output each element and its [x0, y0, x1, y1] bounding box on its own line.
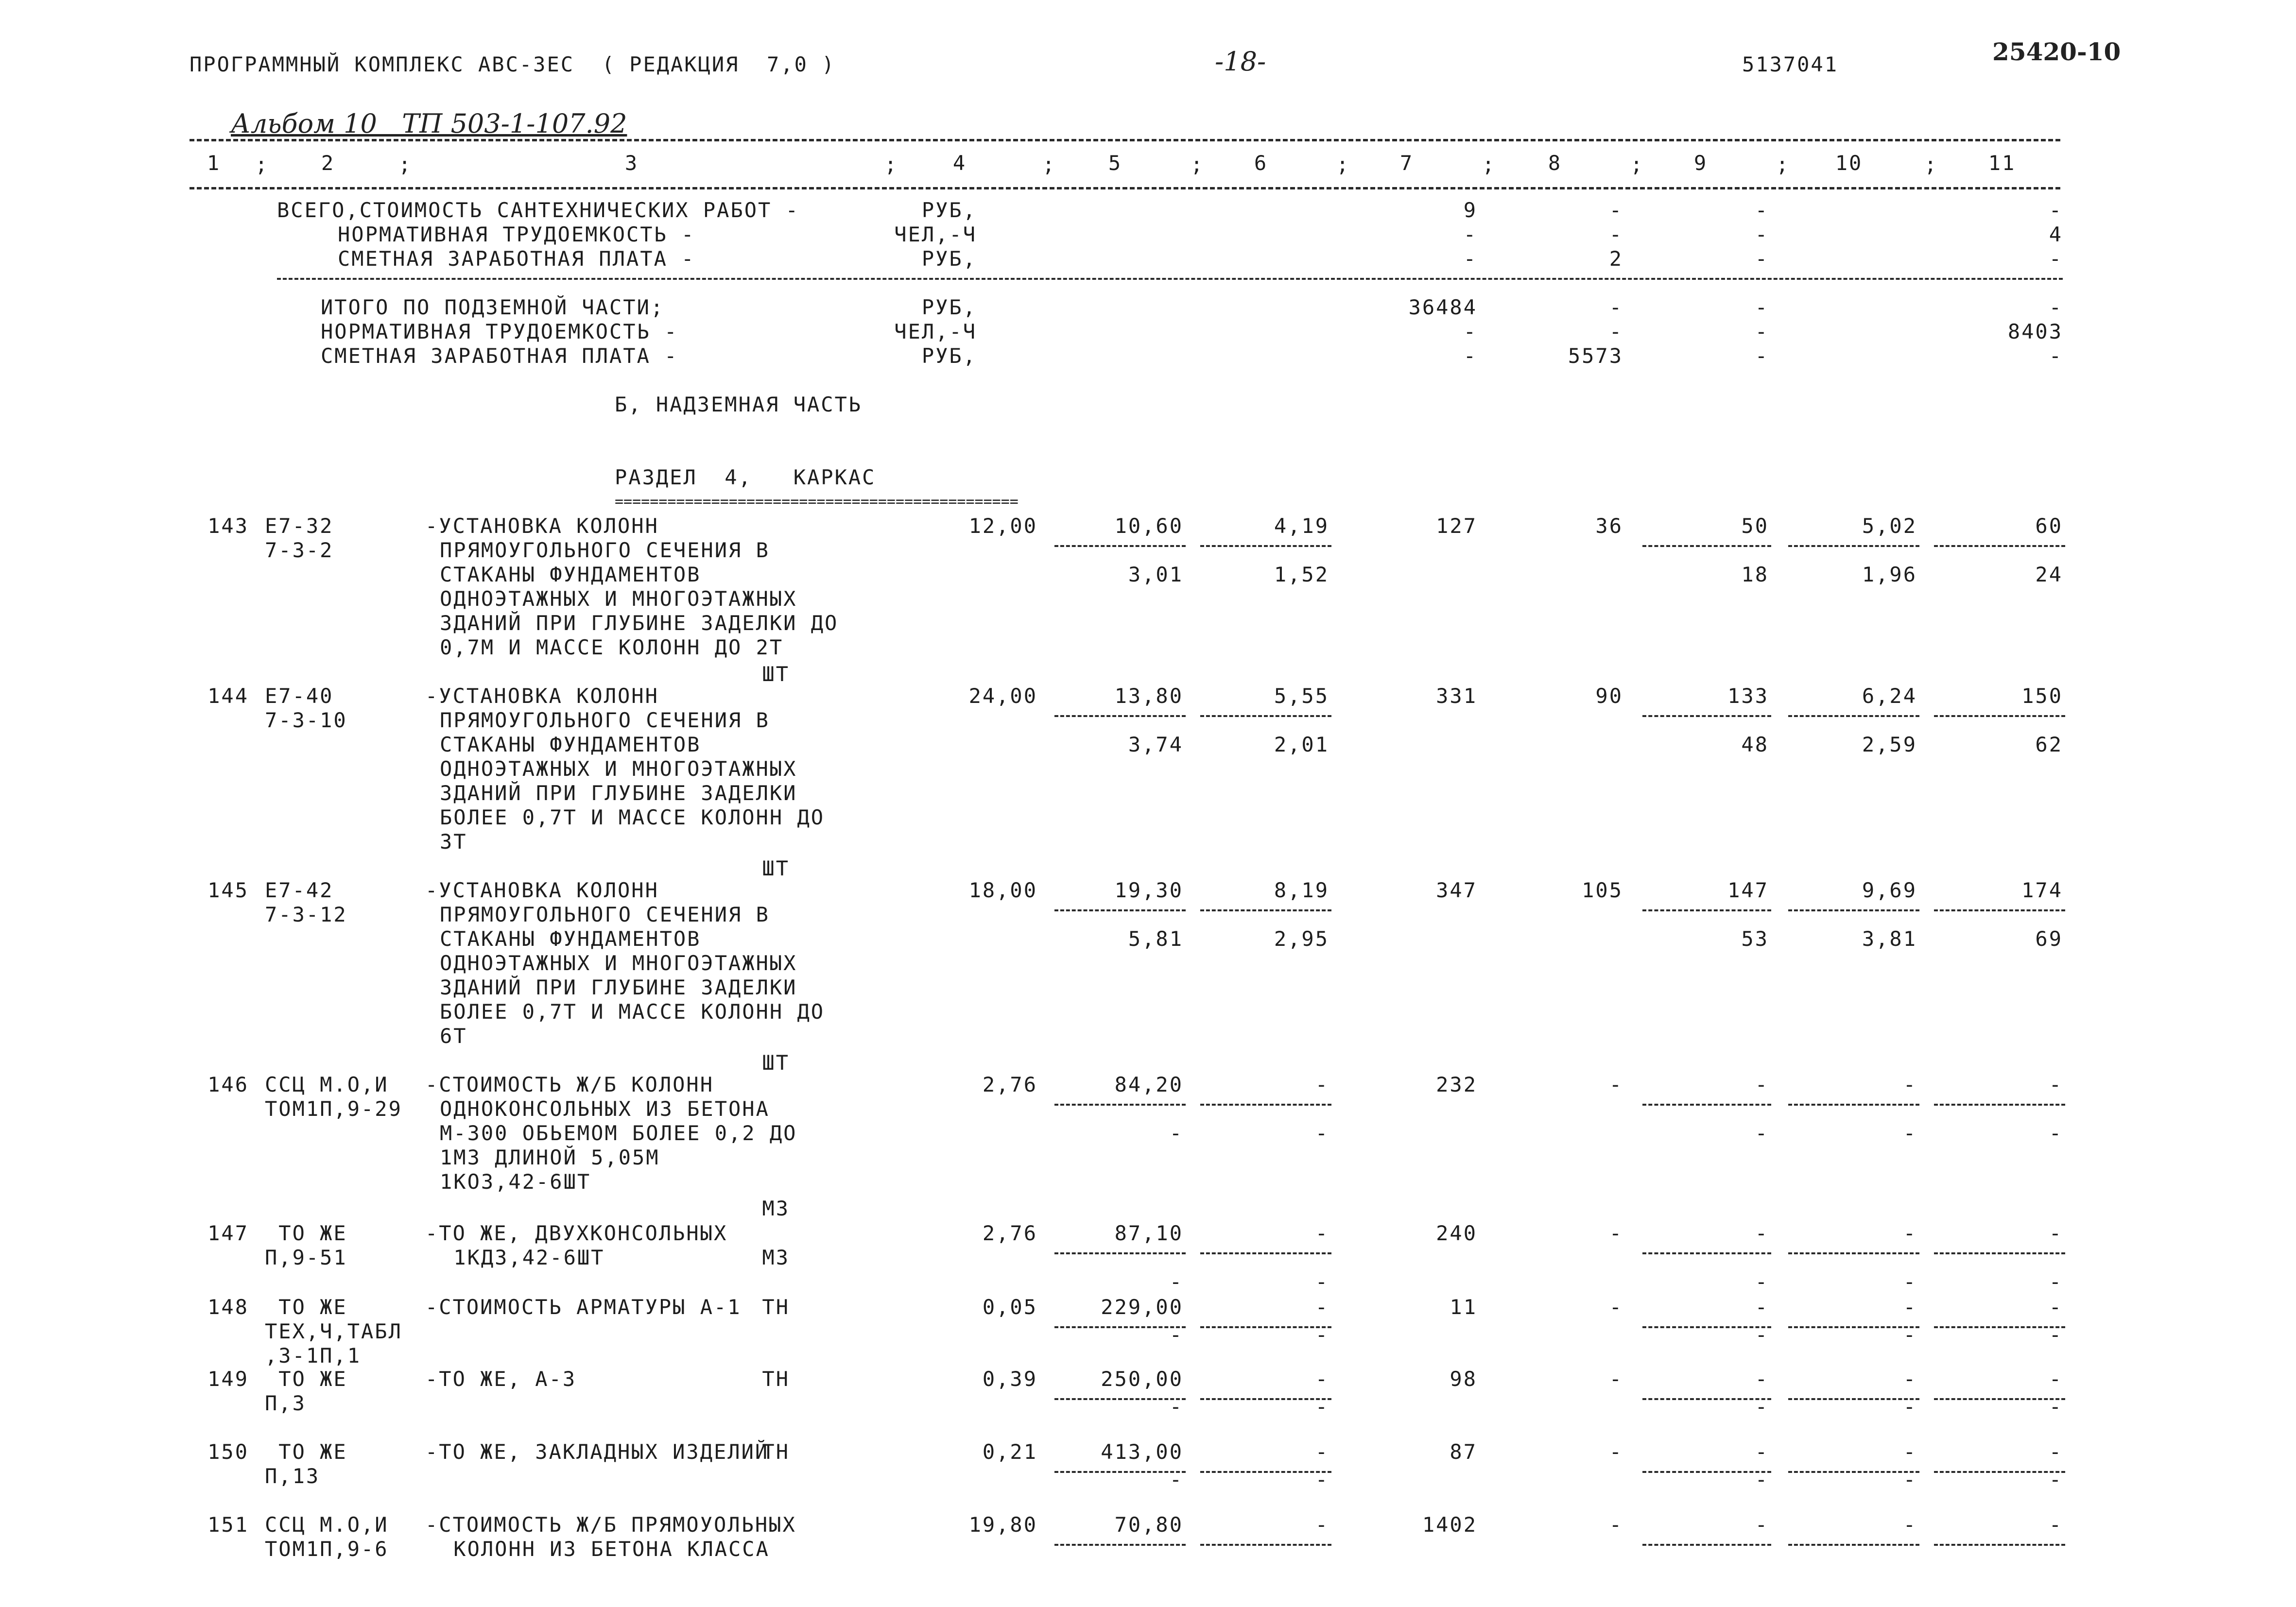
row-c5b: - [1169, 1323, 1183, 1347]
row-c4: 2,76 [982, 1221, 1037, 1245]
row-subline [1788, 1104, 1919, 1106]
row-unit: ТН [762, 1440, 790, 1464]
row-c8: 105 [1582, 878, 1623, 902]
row-description: БОЛЕЕ 0,7Т И МАССЕ КОЛОНН ДО [440, 1000, 825, 1024]
row-subline [1788, 1544, 1919, 1546]
row-c11: 174 [2021, 878, 2063, 902]
summary-c9: - [1755, 222, 1769, 246]
row-c10: - [1903, 1221, 1917, 1245]
row-code: ССЦ М.О,И [265, 1513, 389, 1537]
row-description: КОЛОНН ИЗ БЕТОНА КЛАССА [440, 1537, 770, 1561]
summary-c9: - [1755, 198, 1769, 222]
row-c8: - [1609, 1073, 1623, 1096]
column-separator: ; [1336, 153, 1350, 176]
row-code: ТЕХ,Ч,ТАБЛ [265, 1319, 402, 1343]
row-description: ПРЯМОУГОЛЬНОГО СЕЧЕНИЯ В [440, 903, 770, 926]
row-c5b: 3,74 [1128, 733, 1183, 756]
row-c5: 19,30 [1114, 878, 1183, 902]
row-c10b: 3,81 [1862, 927, 1917, 951]
row-c8: 36 [1595, 514, 1623, 538]
row-c5: 70,80 [1114, 1513, 1183, 1537]
row-c9b: - [1755, 1121, 1769, 1145]
row-c9: - [1755, 1221, 1769, 1245]
row-c11b: 69 [2035, 927, 2063, 951]
row-c11: - [2049, 1440, 2063, 1464]
row-subline [1054, 715, 1186, 717]
row-c11b: - [2049, 1395, 2063, 1419]
column-separator: ; [255, 153, 269, 176]
row-subline [1934, 909, 2065, 911]
row-subline [1642, 1544, 1771, 1546]
row-subline [1054, 1104, 1186, 1106]
row-subline [1934, 1326, 2065, 1328]
row-c9b: - [1755, 1323, 1769, 1347]
row-c8: - [1609, 1295, 1623, 1319]
summary-c7: - [1463, 320, 1477, 343]
row-code: ССЦ М.О,И [265, 1073, 389, 1096]
row-subline [1054, 1326, 1186, 1328]
page-number: -18- [1215, 46, 1266, 77]
row-c9: - [1755, 1367, 1769, 1391]
column-separator: ; [1042, 153, 1056, 176]
row-c7: 347 [1436, 878, 1477, 902]
row-c4: 0,21 [982, 1440, 1037, 1464]
row-c11b: - [2049, 1121, 2063, 1145]
row-description: ЗДАНИЙ ПРИ ГЛУБИНЕ ЗАДЕЛКИ [440, 781, 797, 805]
row-c5b: - [1169, 1121, 1183, 1145]
row-description: -ТО ЖЕ, ЗАКЛАДНЫХ ИЗДЕЛИЙ [425, 1440, 769, 1464]
row-c11: - [2049, 1367, 2063, 1391]
summary-c8: - [1609, 320, 1623, 343]
summary-c8: 5573 [1568, 344, 1623, 368]
row-c5: 250,00 [1101, 1367, 1183, 1391]
summary-c9: - [1755, 344, 1769, 368]
row-c4: 19,80 [968, 1513, 1037, 1537]
column-header-11: 11 [1988, 151, 2016, 175]
row-c10: 9,69 [1862, 878, 1917, 902]
row-description: СТАКАНЫ ФУНДАМЕНТОВ [440, 927, 701, 951]
row-c7: 11 [1450, 1295, 1477, 1319]
row-c6b: 2,95 [1274, 927, 1329, 951]
row-code: ,3-1П,1 [265, 1344, 362, 1368]
row-c11b: - [2049, 1323, 2063, 1347]
row-subline [1054, 1471, 1186, 1473]
row-description: -ТО ЖЕ, А-3 [425, 1367, 577, 1391]
summary-label: НОРМАТИВНАЯ ТРУДОЕМКОСТЬ - [321, 320, 678, 343]
row-c8: - [1609, 1440, 1623, 1464]
row-c4: 24,00 [968, 684, 1037, 708]
row-description: ЗДАНИЙ ПРИ ГЛУБИНЕ ЗАДЕЛКИ ДО [440, 611, 839, 635]
summary-c7: - [1463, 222, 1477, 246]
summary-c7: 36484 [1408, 295, 1477, 319]
row-c10b: 1,96 [1862, 563, 1917, 586]
row-number: 147 [207, 1221, 249, 1245]
row-subline [1054, 909, 1186, 911]
row-c6: 5,55 [1274, 684, 1329, 708]
row-subline [1642, 1252, 1771, 1254]
row-number: 150 [207, 1440, 249, 1464]
row-c10b: - [1903, 1270, 1917, 1294]
row-c7: 127 [1436, 514, 1477, 538]
summary-label: ИТОГО ПО ПОДЗЕМНОЙ ЧАСТИ; [321, 295, 665, 319]
summary-rule [277, 278, 2063, 280]
summary-c8: - [1609, 222, 1623, 246]
row-subline [1642, 1104, 1771, 1106]
column-header-2: 2 [321, 151, 335, 175]
row-c5: 84,20 [1114, 1073, 1183, 1096]
row-description: -УСТАНОВКА КОЛОНН [425, 878, 659, 902]
summary-c7: - [1463, 247, 1477, 271]
row-code: Е7-42 [265, 878, 334, 902]
row-subline [1934, 715, 2065, 717]
row-c5: 413,00 [1101, 1440, 1183, 1464]
row-c5b: - [1169, 1270, 1183, 1294]
row-description: БОЛЕЕ 0,7Т И МАССЕ КОЛОНН ДО [440, 805, 825, 829]
row-number: 151 [207, 1513, 249, 1537]
row-description: 6Т [440, 1024, 467, 1048]
column-header-8: 8 [1548, 151, 1562, 175]
row-subline [1200, 1398, 1331, 1400]
row-c11b: 24 [2035, 563, 2063, 586]
row-c9b: - [1755, 1270, 1769, 1294]
row-c8: - [1609, 1221, 1623, 1245]
summary-c9: - [1755, 247, 1769, 271]
row-code: 7-3-10 [265, 708, 347, 732]
row-c7: 87 [1450, 1440, 1477, 1464]
row-subline [1934, 1104, 2065, 1106]
row-c7: 232 [1436, 1073, 1477, 1096]
row-subline [1642, 545, 1771, 547]
summary-c11: 8403 [2007, 320, 2063, 343]
row-c6: - [1315, 1073, 1329, 1096]
row-c9: 133 [1727, 684, 1769, 708]
row-c8: - [1609, 1513, 1623, 1537]
row-subline [1054, 1252, 1186, 1254]
row-c4: 12,00 [968, 514, 1037, 538]
row-code: ТОМ1П,9-6 [265, 1537, 389, 1561]
row-c11b: - [2049, 1270, 2063, 1294]
row-code: 7-3-2 [265, 538, 334, 562]
row-c11b: - [2049, 1468, 2063, 1491]
row-subline [1788, 715, 1919, 717]
row-description: -СТОИМОСТЬ Ж/Б ПРЯМОУОЛЬНЫХ [425, 1513, 796, 1537]
row-c5b: - [1169, 1468, 1183, 1491]
column-header-6: 6 [1254, 151, 1268, 175]
row-c10: - [1903, 1295, 1917, 1319]
section-title: РАЗДЕЛ 4, КАРКАС [615, 465, 876, 489]
row-c8: 90 [1595, 684, 1623, 708]
row-c11: - [2049, 1073, 2063, 1096]
row-unit: ШТ [762, 856, 790, 880]
part-title: Б, НАДЗЕМНАЯ ЧАСТЬ [615, 393, 863, 416]
row-c5: 10,60 [1114, 514, 1183, 538]
summary-unit: РУБ, [921, 247, 977, 271]
row-c7: 98 [1450, 1367, 1477, 1391]
header-rule-top [190, 139, 2060, 141]
row-c5b: 3,01 [1128, 563, 1183, 586]
row-code: П,9-51 [265, 1246, 347, 1269]
column-header-4: 4 [952, 151, 967, 175]
row-c6: - [1315, 1367, 1329, 1391]
row-code: ТО ЖЕ [265, 1367, 347, 1391]
row-code: ТО ЖЕ [265, 1221, 347, 1245]
row-number: 144 [207, 684, 249, 708]
column-separator: ; [1630, 153, 1644, 176]
row-description: -УСТАНОВКА КОЛОНН [425, 684, 659, 708]
row-c11: 60 [2035, 514, 2063, 538]
row-c4: 2,76 [982, 1073, 1037, 1096]
row-c9b: 48 [1741, 733, 1769, 756]
row-subline [1934, 1398, 2065, 1400]
row-unit: ШТ [762, 1051, 790, 1075]
row-c6b: 2,01 [1274, 733, 1329, 756]
row-description: -СТОИМОСТЬ Ж/Б КОЛОНН [425, 1073, 714, 1096]
column-separator: ; [1191, 153, 1205, 176]
row-number: 145 [207, 878, 249, 902]
row-code: ТО ЖЕ [265, 1440, 347, 1464]
summary-c7: - [1463, 344, 1477, 368]
row-c6b: - [1315, 1270, 1329, 1294]
row-c9: 50 [1741, 514, 1769, 538]
row-subline [1642, 909, 1771, 911]
summary-label: СМЕТНАЯ ЗАРАБОТНАЯ ПЛАТА - [321, 344, 678, 368]
row-unit: ШТ [762, 662, 790, 686]
row-description: СТАКАНЫ ФУНДАМЕНТОВ [440, 563, 701, 586]
row-c7: 240 [1436, 1221, 1477, 1245]
row-c7: 331 [1436, 684, 1477, 708]
summary-unit: РУБ, [921, 295, 977, 319]
column-separator: ; [884, 153, 898, 176]
row-unit: М3 [762, 1246, 790, 1269]
row-c11: 150 [2021, 684, 2063, 708]
row-description: -ТО ЖЕ, ДВУХКОНСОЛЬНЫХ [425, 1221, 728, 1245]
summary-unit: ЧЕЛ,-Ч [894, 320, 977, 343]
row-subline [1200, 1252, 1331, 1254]
row-description: ПРЯМОУГОЛЬНОГО СЕЧЕНИЯ В [440, 538, 770, 562]
row-c10: 5,02 [1862, 514, 1917, 538]
row-c4: 0,05 [982, 1295, 1037, 1319]
row-subline [1054, 1398, 1186, 1400]
summary-c11: - [2049, 344, 2063, 368]
summary-label: СМЕТНАЯ ЗАРАБОТНАЯ ПЛАТА - [338, 247, 695, 271]
row-code: Е7-32 [265, 514, 334, 538]
column-header-1: 1 [207, 151, 221, 175]
row-code: ТОМ1П,9-29 [265, 1097, 402, 1121]
row-subline [1788, 545, 1919, 547]
row-c5: 13,80 [1114, 684, 1183, 708]
row-description: -УСТАНОВКА КОЛОНН [425, 514, 659, 538]
row-description: ОДНОЭТАЖНЫХ И МНОГОЭТАЖНЫХ [440, 757, 797, 781]
row-c9b: - [1755, 1395, 1769, 1419]
summary-c11: - [2049, 247, 2063, 271]
row-description: 0,7М И МАССЕ КОЛОНН ДО 2Т [440, 635, 784, 659]
document-code: 5137041 [1742, 52, 1839, 76]
summary-c7: 9 [1463, 198, 1477, 222]
row-c10: - [1903, 1367, 1917, 1391]
summary-unit: РУБ, [921, 198, 977, 222]
row-c6b: - [1315, 1121, 1329, 1145]
row-unit: ТН [762, 1367, 790, 1391]
row-c10: - [1903, 1073, 1917, 1096]
row-c10b: - [1903, 1121, 1917, 1145]
summary-label: ВСЕГО,СТОИМОСТЬ САНТЕХНИЧЕСКИХ РАБОТ - [277, 198, 799, 222]
summary-c8: - [1609, 198, 1623, 222]
column-header-10: 10 [1835, 151, 1863, 175]
row-c6: 4,19 [1274, 514, 1329, 538]
row-c10b: 2,59 [1862, 733, 1917, 756]
row-subline [1200, 1471, 1331, 1473]
row-description: ОДНОЭТАЖНЫХ И МНОГОЭТАЖНЫХ [440, 587, 797, 611]
row-c11: - [2049, 1221, 2063, 1245]
row-c6b: 1,52 [1274, 563, 1329, 586]
row-c6: - [1315, 1440, 1329, 1464]
row-number: 146 [207, 1073, 249, 1096]
row-c9: - [1755, 1440, 1769, 1464]
row-subline [1642, 1471, 1771, 1473]
program-header: ПРОГРАММНЫЙ КОМПЛЕКС АВС-ЗЕС ( РЕДАКЦИЯ 7,0 ) [190, 52, 836, 76]
row-subline [1054, 545, 1186, 547]
row-c9: - [1755, 1513, 1769, 1537]
row-c6b: - [1315, 1323, 1329, 1347]
row-description: 1КО3,42-6ШТ [440, 1170, 591, 1194]
row-code: 7-3-12 [265, 903, 347, 926]
row-description: 3Т [440, 830, 467, 854]
row-c4: 0,39 [982, 1367, 1037, 1391]
column-separator: ; [1924, 153, 1938, 176]
column-header-9: 9 [1693, 151, 1708, 175]
column-header-3: 3 [624, 151, 639, 175]
row-c10: - [1903, 1440, 1917, 1464]
row-c8: - [1609, 1367, 1623, 1391]
row-subline [1200, 1104, 1331, 1106]
row-c9b: 53 [1741, 927, 1769, 951]
summary-c9: - [1755, 295, 1769, 319]
row-number: 148 [207, 1295, 249, 1319]
album-title: Альбом 10 ТП 503-1-107.92 [231, 108, 627, 139]
column-header-7: 7 [1399, 151, 1414, 175]
column-header-5: 5 [1108, 151, 1122, 175]
row-number: 149 [207, 1367, 249, 1391]
summary-c9: - [1755, 320, 1769, 343]
row-subline [1054, 1544, 1186, 1546]
row-c6: 8,19 [1274, 878, 1329, 902]
row-subline [1200, 545, 1331, 547]
summary-c11: - [2049, 295, 2063, 319]
column-separator: ; [398, 153, 413, 176]
row-c9b: - [1755, 1468, 1769, 1491]
summary-c11: 4 [2049, 222, 2063, 246]
column-separator: ; [1776, 153, 1790, 176]
summary-label: НОРМАТИВНАЯ ТРУДОЕМКОСТЬ - [338, 222, 695, 246]
row-code: П,3 [265, 1391, 306, 1415]
row-unit: М3 [762, 1197, 790, 1220]
row-c11: - [2049, 1295, 2063, 1319]
summary-c11: - [2049, 198, 2063, 222]
row-c10: - [1903, 1513, 1917, 1537]
section-rule: ============================================== [615, 495, 1019, 509]
row-subline [1642, 1326, 1771, 1328]
row-number: 143 [207, 514, 249, 538]
row-c4: 18,00 [968, 878, 1037, 902]
summary-c8: - [1609, 295, 1623, 319]
row-c5b: 5,81 [1128, 927, 1183, 951]
row-c10: 6,24 [1862, 684, 1917, 708]
row-subline [1200, 1326, 1331, 1328]
row-c9b: 18 [1741, 563, 1769, 586]
row-subline [1934, 545, 2065, 547]
summary-unit: РУБ, [921, 344, 977, 368]
column-separator: ; [1482, 153, 1496, 176]
row-c6b: - [1315, 1395, 1329, 1419]
row-description: ОДНОЭТАЖНЫХ И МНОГОЭТАЖНЫХ [440, 951, 797, 975]
row-description: ПРЯМОУГОЛЬНОГО СЕЧЕНИЯ В [440, 708, 770, 732]
row-c10b: - [1903, 1395, 1917, 1419]
row-description: 1М3 ДЛИНОЙ 5,05М [440, 1145, 660, 1169]
row-description: 1КД3,42-6ШТ [440, 1246, 605, 1269]
row-c9: - [1755, 1073, 1769, 1096]
row-subline [1788, 1326, 1919, 1328]
summary-unit: ЧЕЛ,-Ч [894, 222, 977, 246]
row-subline [1788, 1252, 1919, 1254]
row-subline [1642, 1398, 1771, 1400]
row-subline [1200, 1544, 1331, 1546]
row-c6: - [1315, 1295, 1329, 1319]
row-description: ЗДАНИЙ ПРИ ГЛУБИНЕ ЗАДЕЛКИ [440, 975, 797, 999]
row-subline [1934, 1544, 2065, 1546]
row-description: М-300 ОБЬЕМОМ БОЛЕЕ 0,2 ДО [440, 1121, 797, 1145]
row-c11: - [2049, 1513, 2063, 1537]
row-subline [1200, 715, 1331, 717]
row-unit: ТН [762, 1295, 790, 1319]
row-c7: 1402 [1422, 1513, 1477, 1537]
row-c9: - [1755, 1295, 1769, 1319]
document-number: 25420-10 [1992, 37, 2121, 66]
row-subline [1200, 909, 1331, 911]
row-c10b: - [1903, 1468, 1917, 1491]
row-subline [1788, 1398, 1919, 1400]
row-description: СТАКАНЫ ФУНДАМЕНТОВ [440, 733, 701, 756]
row-subline [1934, 1252, 2065, 1254]
row-code: ТО ЖЕ [265, 1295, 347, 1319]
row-c6: - [1315, 1513, 1329, 1537]
summary-c8: 2 [1609, 247, 1623, 271]
row-c6: - [1315, 1221, 1329, 1245]
row-subline [1788, 1471, 1919, 1473]
row-c5b: - [1169, 1395, 1183, 1419]
row-subline [1788, 909, 1919, 911]
row-code: П,13 [265, 1464, 320, 1488]
row-c5: 87,10 [1114, 1221, 1183, 1245]
row-subline [1934, 1471, 2065, 1473]
row-subline [1642, 715, 1771, 717]
row-c10b: - [1903, 1323, 1917, 1347]
row-c11b: 62 [2035, 733, 2063, 756]
row-code: Е7-40 [265, 684, 334, 708]
row-c9: 147 [1727, 878, 1769, 902]
row-c5: 229,00 [1101, 1295, 1183, 1319]
row-description: ОДНОКОНСОЛЬНЫХ ИЗ БЕТОНА [440, 1097, 770, 1121]
header-rule-bottom [190, 187, 2060, 189]
row-c6b: - [1315, 1468, 1329, 1491]
row-description: -СТОИМОСТЬ АРМАТУРЫ А-1 [425, 1295, 742, 1319]
